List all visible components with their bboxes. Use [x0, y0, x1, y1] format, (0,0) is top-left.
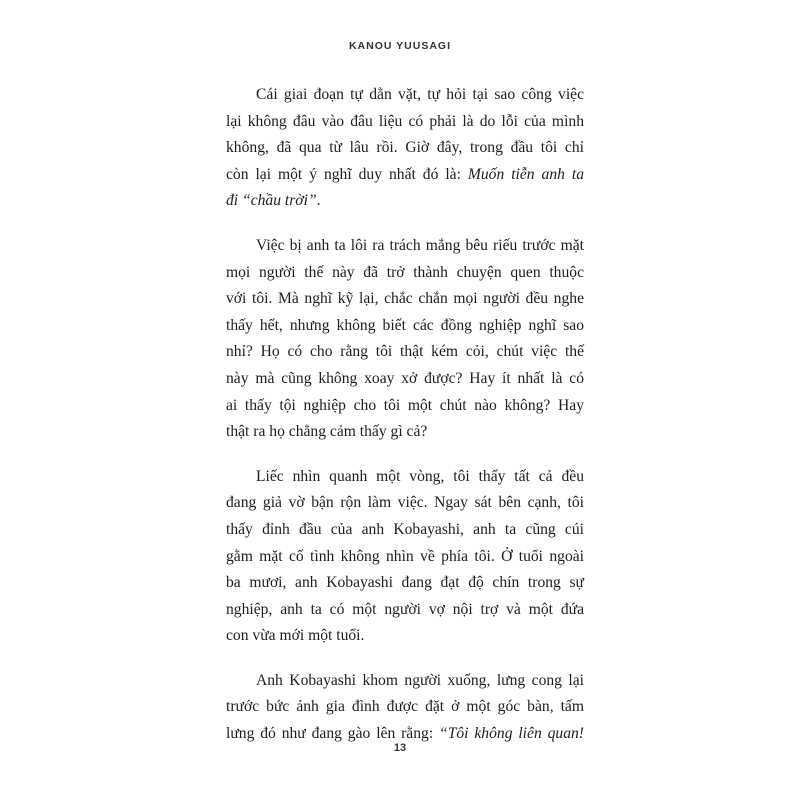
page-number: 13 — [393, 742, 407, 754]
text-line: đang giả vờ bận rộn làm việc. Ngay sát bên cạnh, tôi — [226, 494, 584, 512]
text-line: ba mươi, anh Kobayashi đang đạt độ chín trong sự — [226, 574, 584, 592]
text-line: thật ra họ chẳng cảm thấy gì cả? — [226, 423, 428, 441]
text-line: con vừa mới một tuổi. — [226, 627, 365, 645]
paragraph-3 — [226, 464, 584, 650]
text-line — [226, 162, 584, 189]
text-line: với tôi. Mà nghĩ kỹ lại, chắc chắn mọi người đều nghe — [226, 290, 584, 308]
text-line-segment: . — [316, 192, 321, 210]
paragraph-2 — [226, 233, 584, 446]
italic-phrase: đi “chầu trời” — [226, 192, 317, 210]
text-line: Liếc nhìn quanh một vòng, tôi thấy tất cả đều — [256, 467, 584, 485]
text-line: không, đã qua từ lâu rồi. Giờ đây, trong đầu tôi chỉ — [226, 139, 584, 157]
text-line — [226, 188, 584, 215]
text-line-segment: còn lại một ý nghĩ duy nhất đó là: — [226, 165, 468, 183]
text-line: lại không đâu vào đâu liệu có phải là do lỗi của mình — [226, 112, 584, 130]
text-line: Việc bị anh ta lôi ra trách mắng bêu riếu trước mặt — [256, 236, 584, 254]
text-line: gằm mặt cố tình không nhìn về phía tôi. Ở tuổi ngoài — [226, 547, 584, 565]
text-line: trước bức ảnh gia đình được đặt ở một góc bàn, tấm — [226, 698, 584, 716]
text-line: thấy đỉnh đầu của anh Kobayashi, anh ta cũng cúi — [226, 520, 584, 538]
italic-phrase: “Tôi không liên quan! — [439, 725, 584, 743]
text-line: ai thấy tội nghiệp cho tôi một chút nào không? Hay — [226, 396, 584, 414]
text-line: này mà cũng không xoay xở được? Hay ít nhất là có — [226, 369, 584, 387]
running-header: KANOU YUUSAGI — [348, 40, 452, 52]
text-line: mọi người thế này đã trở thành chuyện quen thuộc — [226, 263, 584, 281]
text-line: nhỉ? Họ có cho rằng tôi thật kém cỏi, chút việc thế — [226, 343, 584, 361]
paragraph-4 — [226, 668, 584, 748]
text-line-segment: lưng đó như đang gào lên rằng: — [226, 725, 440, 743]
text-line: thấy hết, nhưng không biết các đồng nghiệp nghĩ sao — [226, 316, 584, 334]
italic-phrase: Muốn tiễn anh ta — [467, 165, 584, 183]
text-line: nghiệp, anh ta có một người vợ nội trợ và một đứa — [226, 600, 584, 618]
paragraph-1 — [226, 82, 584, 215]
book-body-text — [226, 82, 584, 766]
text-line: Cái giai đoạn tự dằn vặt, tự hỏi tại sao công việc — [256, 86, 584, 103]
text-line: Anh Kobayashi khom người xuống, lưng cong lại — [256, 671, 584, 689]
